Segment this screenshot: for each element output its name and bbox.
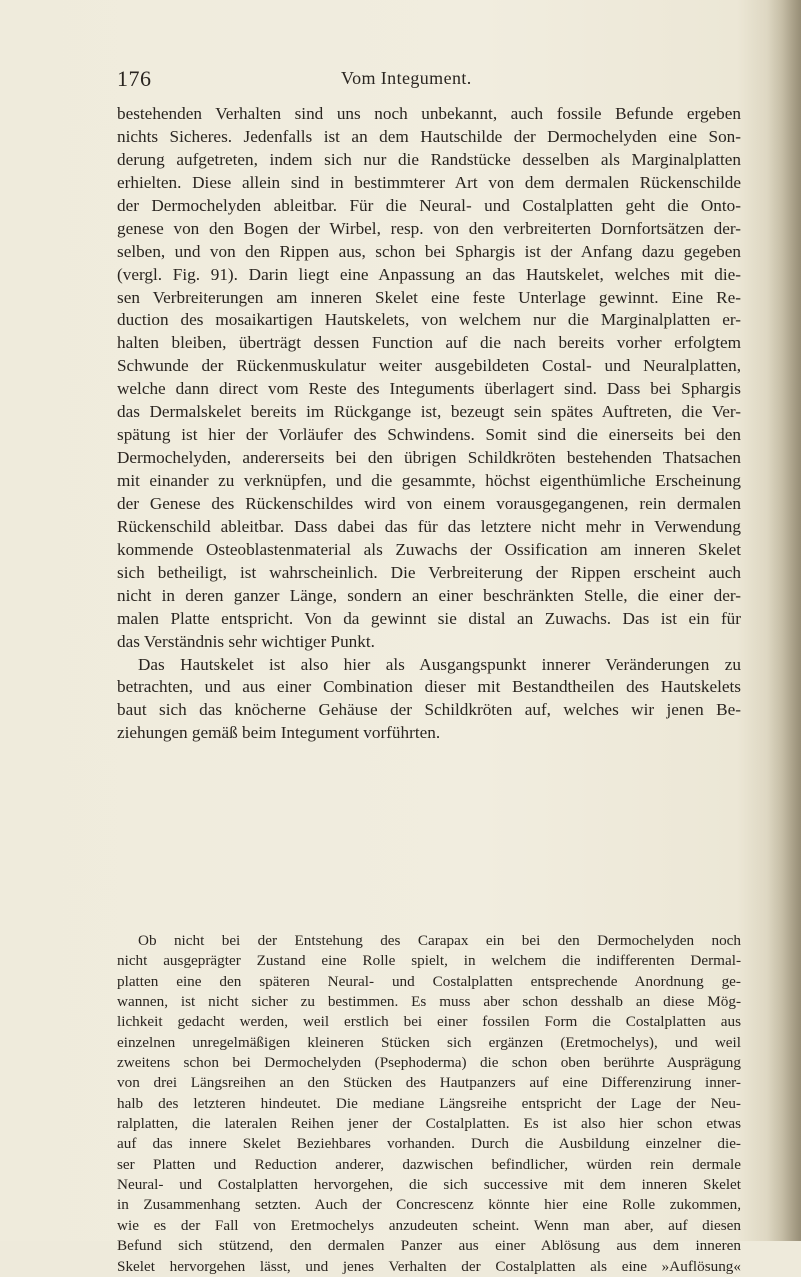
footnote-line: Skelet hervorgehen lässt, und jenes Verhalten der Costalplatten als eine »Auflösung«: [117, 1257, 741, 1275]
text-line: malen Platte entspricht. Von da gewinnt sie distal an Zuwachs. Das ist ein für: [117, 608, 741, 628]
footnote-line: zweitens schon bei Dermochelyden (Psephoderma) die schon oben berührte Ausprägung: [117, 1054, 741, 1072]
text-line: duction des mosaikartigen Hautskelets, von welchem nur die Marginalplatten er-: [117, 310, 741, 330]
text-line: erhielten. Diese allein sind in bestimmterer Art von dem dermalen Rückenschilde: [117, 172, 741, 192]
text-line: nichts Sicheres. Jedenfalls ist an dem Hautschilde der Dermochelyden eine Son-: [117, 126, 741, 146]
footnote-line: ser Platten und Reduction anderer, dazwischen befindlicher, würden rein dermale: [117, 1155, 741, 1173]
text-line: Das Hautskelet ist also hier als Ausgangspunkt innerer Veränderungen zu: [138, 654, 741, 674]
footnote-line: nicht ausgeprägter Zustand eine Rolle spielt, in welchem die indifferenten Dermal-: [117, 952, 741, 970]
text-line: selben, und von den Rippen aus, schon bei Sphargis ist der Anfang dazu gegeben: [117, 241, 741, 261]
footnote-text: [117, 931, 741, 1277]
text-line: Schwunde der Rückenmuskulatur weiter ausgebildeten Costal- und Neuralplatten,: [117, 356, 741, 376]
text-line: betrachten, und aus einer Combination dieser mit Bestandtheilen des Hautskelets: [117, 677, 741, 697]
footnote-line: in Zusammenhang setzten. Auch der Concrescenz könnte hier eine Rolle zukommen,: [117, 1196, 741, 1214]
text-line: das Dermalskelet bereits im Rückgange ist, bezeugt sein spätes Auftreten, die Ver-: [117, 402, 741, 422]
text-line: kommende Osteoblastenmaterial als Zuwachs der Ossification am inneren Skelet: [117, 539, 741, 559]
text-line: sen Verbreiterungen am inneren Skelet eine feste Unterlage gewinnt. Eine Re-: [117, 287, 741, 307]
footnote-line: lichkeit gedacht werden, weil erstlich bei einer fossilen Form die Costalplatten aus: [117, 1013, 741, 1031]
text-line: bestehenden Verhalten sind uns noch unbekannt, auch fossile Befunde ergeben: [117, 104, 741, 123]
footnote-line: ralplatten, die lateralen Reihen jener der Costalplatten. Es ist also hier schon etwas: [117, 1115, 741, 1133]
page-header: [117, 66, 737, 94]
footnote-line: einzelnen unregelmäßigen kleineren Stücken sich ergänzen (Eretmochelys), und weil: [117, 1033, 741, 1051]
footnote-line: halb des letzteren hindeutet. Die mediane Längsreihe entspricht der Lage der Neu-: [117, 1094, 741, 1112]
text-line: der Dermochelyden ableitbar. Für die Neural- und Costalplatten geht die Onto-: [117, 195, 741, 215]
text-line: (vergl. Fig. 91). Darin liegt eine Anpassung an das Hautskelet, welches mit die-: [117, 264, 741, 284]
footnote-line: platten eine den späteren Neural- und Costalplatten entsprechende Anordnung ge-: [117, 972, 741, 990]
text-line: sich betheiligt, ist wahrscheinlich. Die Verbreiterung der Rippen erscheint auch: [117, 562, 741, 582]
text-line: mit einander zu verknüpfen, und die gesammte, höchst eigenthümliche Erscheinung: [117, 471, 741, 490]
text-line: genese von den Bogen der Wirbel, resp. von den verbreiterten Dornfortsätzen der-: [117, 218, 741, 238]
text-line: derung aufgetreten, indem sich nur die Randstücke desselben als Marginalplatten: [117, 149, 741, 169]
footnote-line: Ob nicht bei der Entstehung des Carapax ein bei den Dermochelyden noch: [138, 932, 741, 949]
footnote-line: Neural- und Costalplatten hervorgehen, die sich successive mit dem inneren Skelet: [117, 1176, 741, 1194]
footnote-line: auf das innere Skelet Beziehbares vorhanden. Durch die Ausbildung einzelner die-: [117, 1135, 741, 1153]
text-line: Rückenschild ableitbar. Dass dabei das für das letztere nicht mehr in Verwendung: [117, 516, 741, 536]
text-line: halten bleiben, überträgt dessen Function auf die nach bereits vorher erfolgtem: [117, 333, 741, 353]
text-line: nicht in deren ganzer Länge, sondern an einer beschränkten Stelle, die einer der-: [117, 585, 741, 605]
text-line: spätung ist hier der Vorläufer des Schwindens. Somit sind die einerseits bei den: [117, 425, 741, 445]
text-line: baut sich das knöcherne Gehäuse der Schildkröten auf, welches wir jenen Be-: [117, 700, 741, 720]
footnote-line: wie es der Fall von Eretmochelys anzudeuten scheint. Wenn man aber, auf diesen: [117, 1216, 741, 1234]
text-line: das Verständnis sehr wichtiger Punkt.: [117, 631, 375, 651]
footnote-line: von drei Längsreihen an den Stücken des Hautpanzers auf eine Differenzirung inner-: [117, 1074, 741, 1092]
page-edge-shadow: [767, 0, 801, 1241]
main-text: [117, 103, 741, 745]
running-title: Vom Integument.: [341, 68, 472, 88]
text-line: der Genese des Rückenschildes wird von einem vorausgegangenen, rein dermalen: [117, 493, 741, 513]
footnote-line: wannen, ist nicht sicher zu bestimmen. Es muss aber schon desshalb an diese Mög-: [117, 993, 741, 1011]
footnote-line: Befund sich stützend, den dermalen Panzer aus einer Ablösung aus dem inneren: [117, 1237, 741, 1255]
text-line: ziehungen gemäß beim Integument vorführten.: [117, 723, 441, 743]
text-line: Dermochelyden, andererseits bei den übrigen Schildkröten bestehenden Thatsachen: [117, 448, 741, 468]
text-line: welche dann direct vom Reste des Integuments überlagert sind. Dass bei Sphargis: [117, 379, 741, 399]
page-number: 176: [117, 66, 152, 91]
